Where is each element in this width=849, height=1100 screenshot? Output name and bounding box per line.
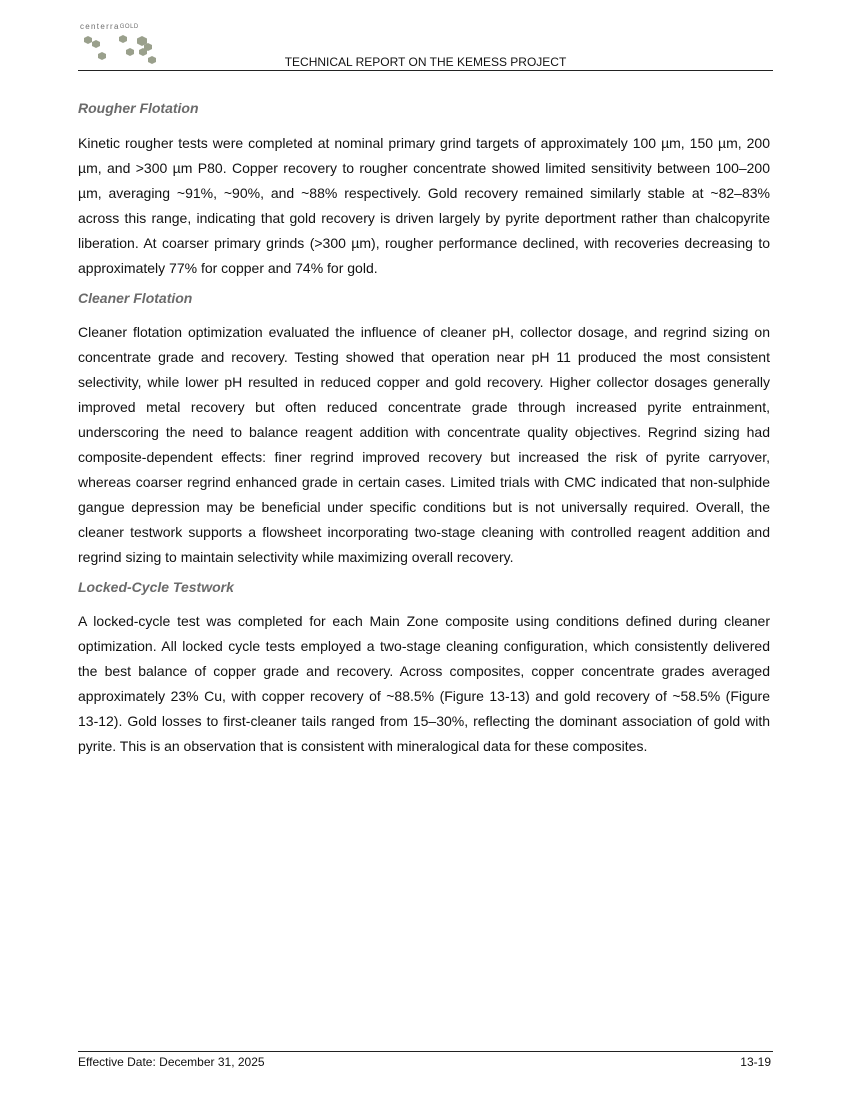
paragraph-rougher: Kinetic rougher tests were completed at nominal primary grind targets of approximately 100 µm, 150 µm, 200 µm, and >300 µm P80. Copper recovery to rougher concentrate showed limited sensitivity between 100–200 µm, averaging ~91%, ~90%, and ~88% respectively. Gold recovery remained similarly stable at ~82–83% across this range, indicating that gold recovery is driven largely by pyrite deportment rather than chalcopyrite liberation. At coarser primary grinds (>300 µm), rougher performance declined, with recoveries decreasing to approximately 77% for copper and 74% for gold. [78, 135, 770, 276]
report-header-title: TECHNICAL REPORT ON THE KEMESS PROJECT [284, 55, 567, 69]
section-heading-cleaner: Cleaner Flotation [78, 290, 193, 306]
footer-effective-date: Effective Date: December 31, 2025 [78, 1055, 265, 1069]
header-divider [78, 70, 773, 71]
footer-divider [78, 1051, 773, 1052]
section-heading-locked-cycle: Locked-Cycle Testwork [78, 579, 234, 595]
footer-page-number: 13-19 [740, 1055, 771, 1069]
logo-wordmark-suffix: GOLD [119, 24, 139, 30]
section-heading-rougher: Rougher Flotation [78, 100, 199, 116]
paragraph-cleaner: Cleaner flotation optimization evaluated the influence of cleaner pH, collector dosage, and regrind sizing on concentrate grade and recovery. Testing showed that operation near pH 11 produced the most consistent selectivity, while lower pH resulted in reduced copper and gold recovery. Higher collector dosages generally improved metal recovery but often reduced concentrate grade through increased pyrite entrainment, underscoring the need to balance reagent addition with concentrate quality objectives. Regrind sizing had composite-dependent effects: finer regrind improved recovery but increased the risk of pyrite carryover, whereas coarser regrind enhanced grade in certain cases. Limited trials with CMC indicated that non-sulphide gangue depression may be beneficial under specific conditions but is not universally required. Overall, the cleaner testwork supports a flowsheet incorporating two-stage cleaning with controlled reagent addition and regrind sizing to maintain selectivity while maximizing overall recovery. [78, 324, 770, 565]
logo-wordmark [80, 22, 139, 31]
page-content [78, 98, 770, 759]
paragraph-locked-cycle: A locked-cycle test was completed for each Main Zone composite using conditions defined during cleaner optimization. All locked cycle tests employed a two-stage cleaning configuration, which consistently delivered the best balance of copper grade and recovery. Across composites, copper concentrate grades averaged approximately 23% Cu, with copper recovery of ~88.5% (Figure 13-13) and gold recovery of ~58.5% (Figure 13-12). Gold losses to first-cleaner tails ranged from 15–30%, reflecting the dominant association of gold with pyrite. This is an observation that is consistent with mineralogical data for these composites. [78, 613, 770, 754]
logo-wordmark-main: centerra [80, 22, 120, 31]
